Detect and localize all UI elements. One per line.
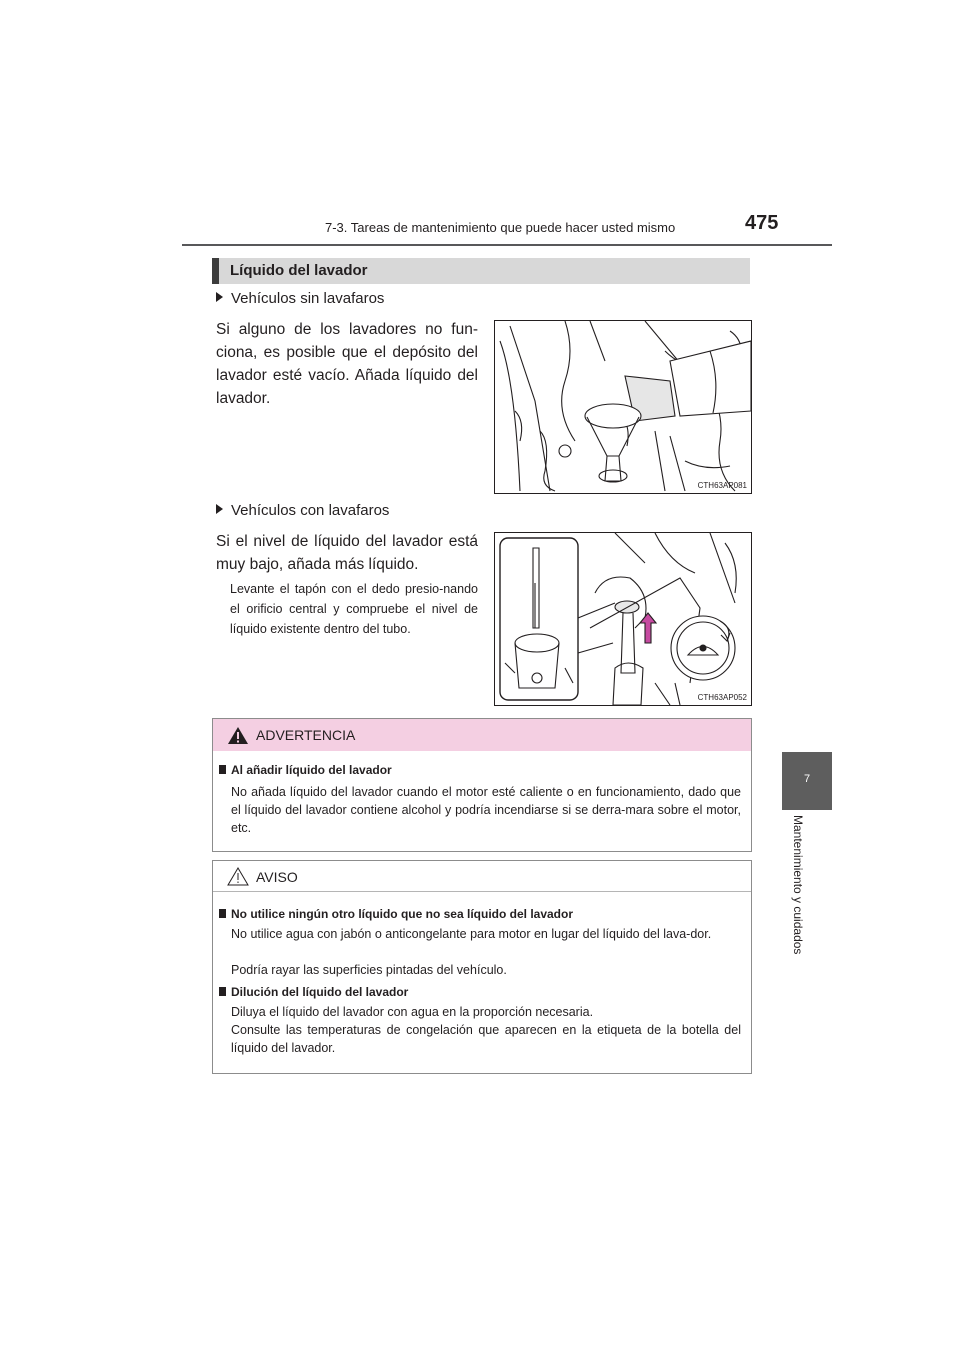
notice-heading: AVISO <box>256 869 298 885</box>
notice-item-body: Diluya el líquido del lavador con agua en la proporción necesaria. <box>231 1005 594 1019</box>
chapter-side-label <box>760 815 850 985</box>
figure-check-fluid-level <box>494 532 752 706</box>
bullet-without-headlamp-cleaners <box>216 290 384 307</box>
warning-box <box>212 718 752 852</box>
paragraph-empty-reservoir: Si alguno de los lavadores no fun-ciona, es posible que el depósito del lavador esté vacío. Añada líquido del lavador. <box>216 321 478 407</box>
square-bullet-icon <box>219 765 226 774</box>
section-heading <box>212 258 750 284</box>
triangle-bullet-icon <box>216 504 223 514</box>
chapter-side-label-text: Mantenimiento y cuidados <box>791 815 805 955</box>
figure-code: CTH63AP052 <box>697 693 747 702</box>
section-heading-text: Líquido del lavador <box>230 262 368 279</box>
notice-item-title <box>219 985 408 999</box>
figure-refill-washer-fluid <box>494 320 752 494</box>
level-check-illustration <box>495 533 751 705</box>
running-header: 7-3. Tareas de mantenimiento que puede hacer usted mismo <box>325 220 676 235</box>
warning-heading: ADVERTENCIA <box>256 727 356 743</box>
bullet-label: Vehículos sin lavafaros <box>231 290 385 307</box>
warning-item-title <box>219 763 392 777</box>
notice-header <box>213 861 751 892</box>
notice-item-body: No utilice agua con jabón o anticongelante para motor en lugar del líquido del lava-dor. <box>231 927 712 941</box>
header-rule <box>182 244 832 246</box>
bullet-with-headlamp-cleaners <box>216 502 389 519</box>
warning-item-title-text: Al añadir líquido del lavador <box>231 763 392 777</box>
warning-triangle-icon <box>227 726 249 745</box>
paragraph-check-level: Levante el tapón con el dedo presio-nando el orificio central y compruebe el nivel de líquido existente dentro del tubo. <box>230 582 478 636</box>
figure-code: CTH63AP081 <box>697 481 747 490</box>
triangle-bullet-icon <box>216 292 223 302</box>
bullet-label: Vehículos con lavafaros <box>231 502 390 519</box>
square-bullet-icon <box>219 987 226 996</box>
warning-header <box>213 719 751 751</box>
chapter-tab: 7 <box>782 752 832 810</box>
notice-item-title-text: Dilución del líquido del lavador <box>231 985 409 999</box>
notice-item-body: Consulte las temperaturas de congelación que aparecen en la etiqueta de la botella del líquido del lavador. <box>231 1023 741 1055</box>
caution-triangle-icon <box>227 867 249 886</box>
notice-item-title <box>219 907 573 921</box>
page-number: 475 <box>745 212 779 234</box>
notice-item-title-text: No utilice ningún otro líquido que no sea líquido del lavador <box>231 907 574 921</box>
warning-item-body: No añada líquido del lavador cuando el motor esté caliente o en funcionamiento, dado que el líquido del lavador contiene alcohol y podría incendiarse si se derra-mara sobre el motor, etc. <box>231 785 741 835</box>
paragraph-low-level: Si el nivel de líquido del lavador está muy bajo, añada más líquido. <box>216 533 478 573</box>
square-bullet-icon <box>219 909 226 918</box>
section-heading-bar <box>212 258 219 284</box>
funnel-refill-illustration <box>495 321 751 493</box>
notice-item-body: Podría rayar las superficies pintadas del vehículo. <box>231 963 507 977</box>
notice-box <box>212 860 752 1074</box>
